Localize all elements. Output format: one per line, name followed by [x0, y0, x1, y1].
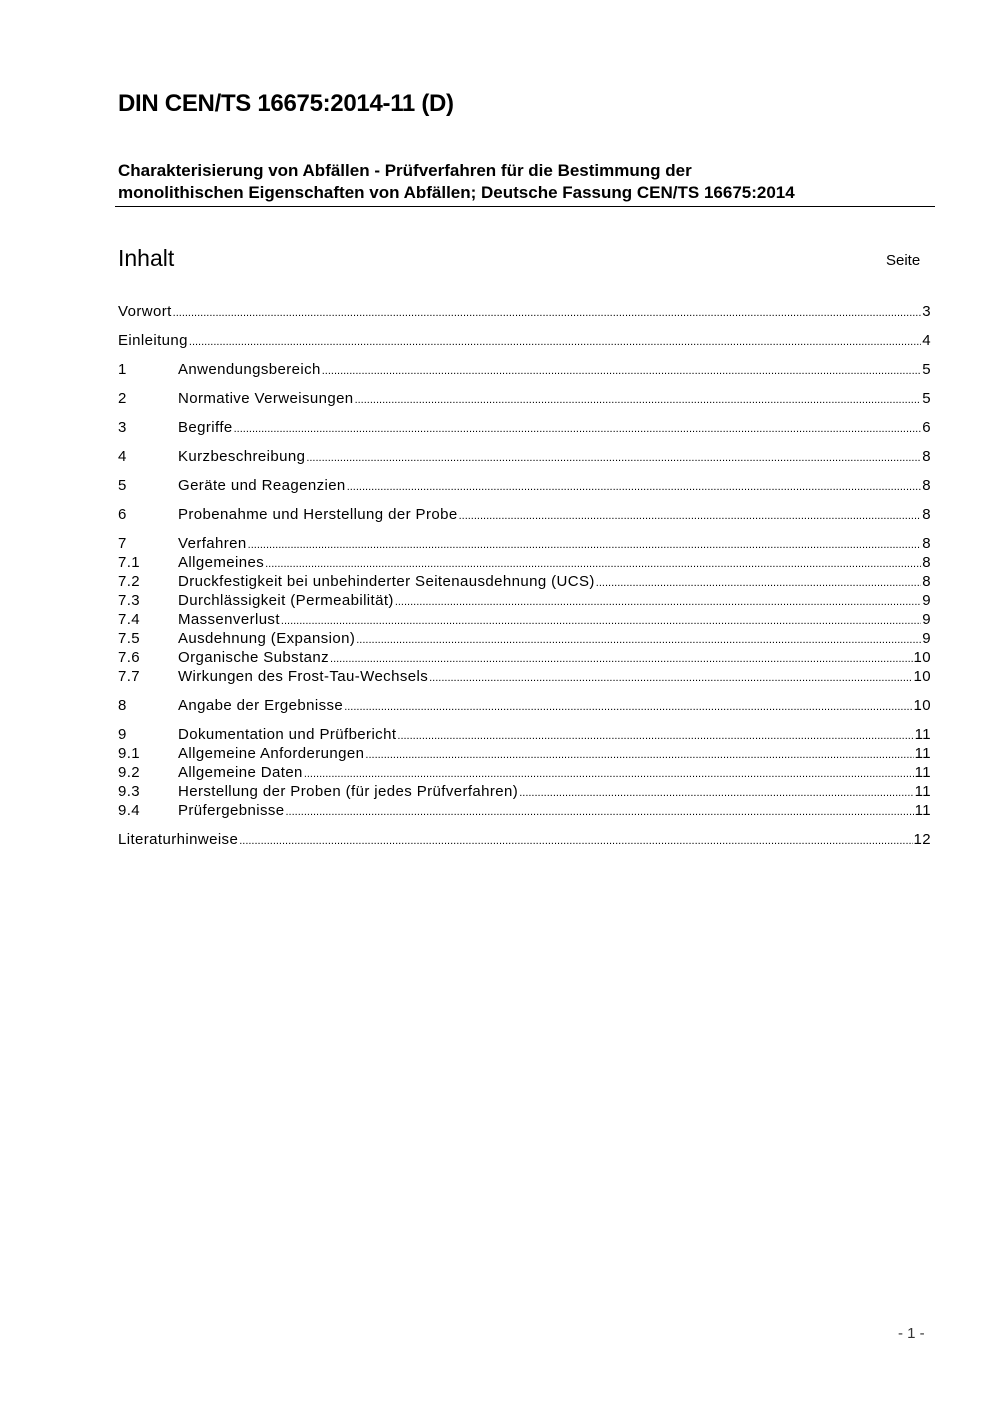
- toc-entry[interactable]: [118, 591, 931, 610]
- toc-entry-page: 8: [922, 477, 931, 494]
- toc-entry-number: 9.3: [118, 783, 141, 800]
- toc-entry-page: 11: [914, 745, 931, 762]
- toc-dot-leader: [173, 304, 922, 323]
- toc-entry[interactable]: [118, 534, 931, 553]
- toc-dot-leader: [397, 727, 913, 746]
- page-title: DIN CEN/TS 16675:2014-11 (D): [118, 90, 454, 117]
- toc-entry[interactable]: [118, 447, 931, 466]
- toc-dot-leader: [356, 631, 921, 650]
- toc-entry-number: 9.4: [118, 802, 141, 819]
- toc-entry-title: Prüfergebnisse: [178, 802, 285, 819]
- toc-dot-leader: [239, 832, 912, 851]
- toc-entry-number: 6: [118, 506, 127, 523]
- toc-entry[interactable]: [118, 476, 931, 495]
- toc-entry-number: 1: [118, 361, 127, 378]
- toc-entry[interactable]: [118, 830, 931, 849]
- toc-entry[interactable]: [118, 610, 931, 629]
- toc-entry-title: Geräte und Reagenzien: [178, 477, 346, 494]
- toc-entry-number: 7.2: [118, 573, 141, 590]
- toc-entry-title: Allgemeine Daten: [178, 764, 303, 781]
- toc-dot-leader: [322, 362, 922, 381]
- toc-dot-leader: [234, 420, 922, 439]
- toc-entry-page: 9: [922, 611, 931, 628]
- toc-entry-number: 7.5: [118, 630, 141, 647]
- toc-entry-page: 11: [914, 783, 931, 800]
- toc-entry-title: Begriffe: [178, 419, 233, 436]
- toc-entry-title: Einleitung: [118, 332, 188, 349]
- toc-entry-number: 2: [118, 390, 127, 407]
- toc-entry-page: 11: [914, 726, 931, 743]
- toc-entry[interactable]: [118, 331, 931, 350]
- toc-entry-title: Angabe der Ergebnisse: [178, 697, 344, 714]
- toc-entry-title: Probenahme und Herstellung der Probe: [178, 506, 458, 523]
- toc-entry-page: 8: [922, 448, 931, 465]
- toc-entry-number: 7.6: [118, 649, 141, 666]
- toc-entry-number: 9: [118, 726, 127, 743]
- toc-dot-leader: [189, 333, 921, 352]
- toc-entry-page: 8: [922, 554, 931, 571]
- toc-entry-page: 3: [922, 303, 931, 320]
- subtitle-divider: [115, 206, 935, 207]
- toc-entry-page: 9: [922, 592, 931, 609]
- toc-entry-title: Verfahren: [178, 535, 247, 552]
- toc-entry-page: 8: [922, 506, 931, 523]
- toc-entry-title: Normative Verweisungen: [178, 390, 354, 407]
- toc-entry-title: Ausdehnung (Expansion): [178, 630, 356, 647]
- toc-dot-leader: [596, 574, 921, 593]
- toc-dot-leader: [286, 803, 914, 822]
- toc-entry[interactable]: [118, 505, 931, 524]
- toc-entry-title: Literaturhinweise: [118, 831, 239, 848]
- document-subtitle: [118, 160, 934, 204]
- toc-entry-page: 8: [922, 573, 931, 590]
- toc-dot-leader: [429, 669, 912, 688]
- toc-entry-page: 6: [922, 419, 931, 436]
- toc-entry-page: 10: [913, 668, 931, 685]
- toc-entry-title: Organische Substanz: [178, 649, 330, 666]
- toc-entry-number: 7.7: [118, 668, 141, 685]
- toc-entry-title: Dokumentation und Prüfbericht: [178, 726, 397, 743]
- toc-dot-leader: [344, 698, 912, 717]
- toc-entry-title: Durchlässigkeit (Permeabilität): [178, 592, 394, 609]
- toc-dot-leader: [347, 478, 922, 497]
- toc-entry-page: 11: [914, 802, 931, 819]
- toc-entry-number: 3: [118, 419, 127, 436]
- toc-entry-title: Anwendungsbereich: [178, 361, 321, 378]
- toc-entry-title: Massenverlust: [178, 611, 280, 628]
- toc-entry-title: Druckfestigkeit bei unbehinderter Seitenausdehnung (UCS): [178, 573, 595, 590]
- toc-entry-title: Herstellung der Proben (für jedes Prüfverfahren): [178, 783, 519, 800]
- toc-dot-leader: [365, 746, 913, 765]
- toc-entry[interactable]: [118, 572, 931, 591]
- toc-entry[interactable]: [118, 667, 931, 686]
- toc-entry-number: 4: [118, 448, 127, 465]
- table-of-contents: [118, 302, 931, 849]
- toc-entry-title: Kurzbeschreibung: [178, 448, 306, 465]
- toc-dot-leader: [248, 536, 922, 555]
- toc-entry[interactable]: [118, 801, 931, 820]
- toc-entry[interactable]: [118, 648, 931, 667]
- toc-entry[interactable]: [118, 696, 931, 715]
- toc-entry-page: 5: [922, 361, 931, 378]
- toc-entry-number: 7: [118, 535, 127, 552]
- toc-dot-leader: [459, 507, 922, 526]
- toc-entry-page: 4: [922, 332, 931, 349]
- toc-entry-page: 12: [913, 831, 931, 848]
- toc-dot-leader: [395, 593, 921, 612]
- toc-dot-leader: [281, 612, 921, 631]
- toc-entry-number: 9.2: [118, 764, 141, 781]
- toc-dot-leader: [355, 391, 922, 410]
- toc-entry[interactable]: [118, 763, 931, 782]
- toc-entry[interactable]: [118, 553, 931, 572]
- page-number: - 1 -: [898, 1325, 925, 1342]
- toc-entry[interactable]: [118, 629, 931, 648]
- toc-page-column-heading: Seite: [886, 252, 921, 269]
- toc-entry-title: Vorwort: [118, 303, 172, 320]
- toc-entry-page: 5: [922, 390, 931, 407]
- toc-entry[interactable]: [118, 360, 931, 379]
- toc-dot-leader: [306, 449, 921, 468]
- toc-entry-page: 10: [913, 649, 931, 666]
- toc-entry-page: 10: [913, 697, 931, 714]
- toc-entry-number: 7.3: [118, 592, 141, 609]
- toc-entry-number: 7.4: [118, 611, 141, 628]
- toc-entry-number: 5: [118, 477, 127, 494]
- toc-entry-title: Wirkungen des Frost-Tau-Wechsels: [178, 668, 429, 685]
- toc-entry-number: 7.1: [118, 554, 141, 571]
- subtitle-line-1: Charakterisierung von Abfällen - Prüfverfahren für die Bestimmung der: [118, 161, 692, 180]
- toc-entry-title: Allgemeine Anforderungen: [178, 745, 365, 762]
- toc-dot-leader: [519, 784, 913, 803]
- toc-entry-page: 9: [922, 630, 931, 647]
- toc-entry-number: 8: [118, 697, 127, 714]
- toc-heading: Inhalt: [118, 245, 175, 271]
- toc-entry[interactable]: [118, 744, 931, 763]
- toc-entry[interactable]: [118, 389, 931, 408]
- toc-entry[interactable]: [118, 418, 931, 437]
- toc-entry-title: Allgemeines: [178, 554, 265, 571]
- subtitle-line-2: monolithischen Eigenschaften von Abfällen; Deutsche Fassung CEN/TS 16675:2014: [118, 183, 795, 202]
- toc-entry-page: 8: [922, 535, 931, 552]
- toc-entry-number: 9.1: [118, 745, 141, 762]
- toc-entry-page: 11: [914, 764, 931, 781]
- toc-entry[interactable]: [118, 725, 931, 744]
- toc-entry[interactable]: [118, 782, 931, 801]
- toc-entry[interactable]: [118, 302, 931, 321]
